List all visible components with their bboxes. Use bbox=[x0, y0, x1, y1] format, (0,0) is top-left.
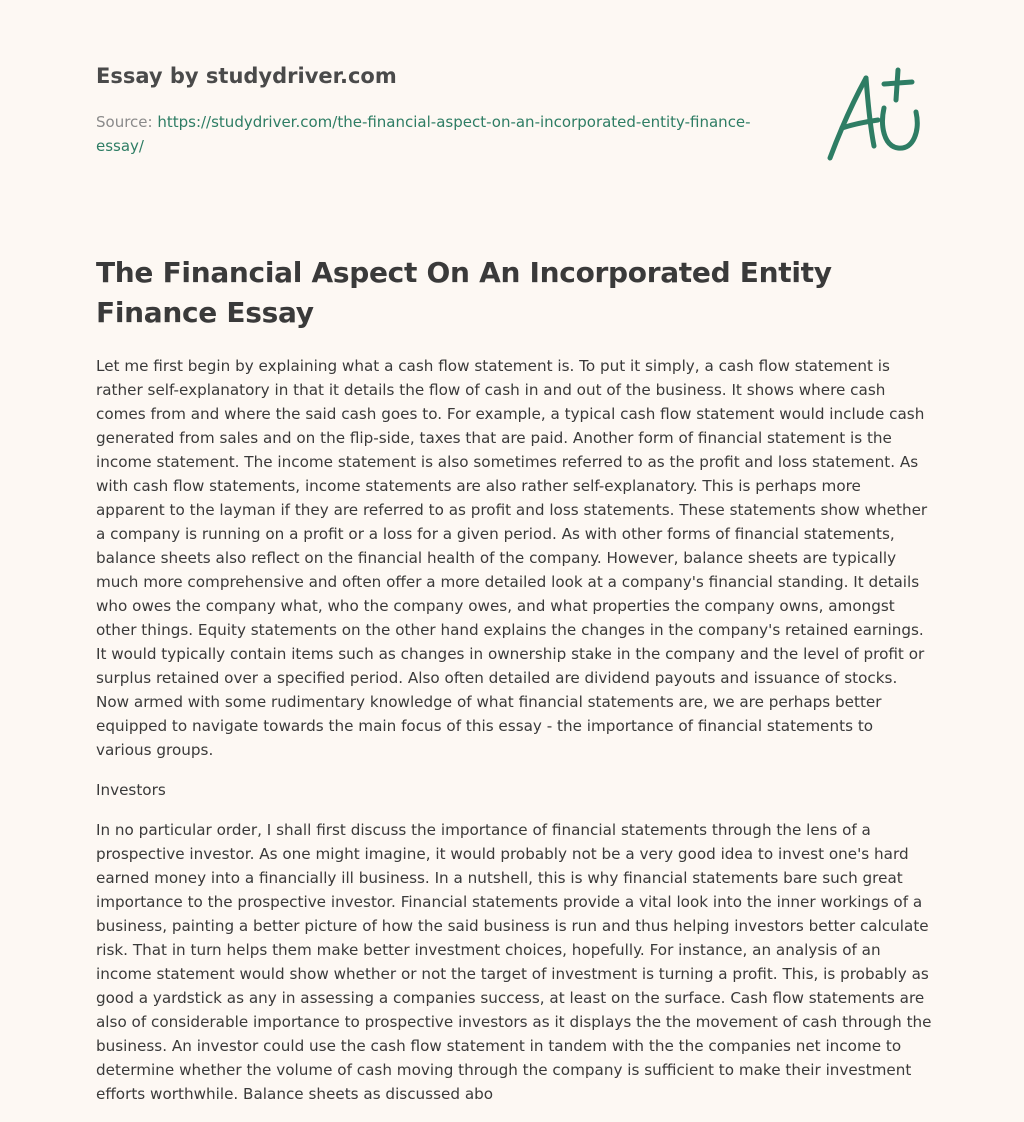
site-title: Essay by studydriver.com bbox=[96, 64, 397, 88]
source-link[interactable]: https://studydriver.com/the-financial-aspect-on-an-incorporated-entity-finance-essay/ bbox=[96, 113, 751, 155]
a-plus-logo-icon bbox=[820, 64, 930, 164]
section-heading: Investors bbox=[96, 781, 166, 799]
essay-paragraph: Let me first begin by explaining what a cash flow statement is. To put it simply, a cash flow statement is rather self-explanatory in that it details the flow of cash in and out of the business. It shows where cash comes from and where the said cash goes to. For example, a typical cash flow statement would include cash generated from sales and on the flip-side, taxes that are paid. Another form of financial statement is the income statement. The income statement is also sometimes referred to as the profit and loss statement. As with cash flow statements, income statements are also rather self-explanatory. This is perhaps more apparent to the layman if they are referred to as profit and loss statements. These statements show whether a company is running on a profit or a loss for a given period. As with other forms of financial statements, balance sheets also reflect on the financial health of the company. However, balance sheets are typically much more comprehensive and often offer a more detailed look at a company's financial standing. It details who owes the company what, who the company owes, and what properties the company owns, amongst other things. Equity statements on the other hand explains the changes in the company's retained earnings. It would typically contain items such as changes in ownership stake in the company and the level of profit or surplus retained over a specified period. Also often detailed are dividend payouts and issuance of stocks. Now armed with some rudimentary knowledge of what financial statements are, we are perhaps better equipped to navigate towards the main focus of this essay - the importance of financial statements to various groups. bbox=[96, 357, 928, 759]
essay-title: The Financial Aspect On An Incorporated Entity Finance Essay bbox=[96, 256, 832, 329]
source-line bbox=[96, 110, 786, 158]
essay-body bbox=[96, 354, 932, 1122]
source-label: Source: bbox=[96, 113, 158, 131]
essay-paragraph: In no particular order, I shall first discuss the importance of financial statements through the lens of a prospective investor. As one might imagine, it would probably not be a very good idea to invest one's hard earned money into a financially ill business. In a nutshell, this is why financial statements bare such great importance to the prospective investor. Financial statements provide a vital look into the inner workings of a business, painting a better picture of how the said business is run and thus helping investors better calculate risk. That in turn helps them make better investment choices, hopefully. For instance, an analysis of an income statement would show whether or not the target of investment is turning a profit. This, is probably as good a yardstick as any in assessing a companies success, at least on the surface. Cash flow statements are also of considerable importance to prospective investors as it displays the the movement of cash through the business. An investor could use the cash flow statement in tandem with the the companies net income to determine whether the volume of cash moving through the company is sufficient to make their investment efforts worthwhile. Balance sheets as discussed abo bbox=[96, 821, 932, 1103]
